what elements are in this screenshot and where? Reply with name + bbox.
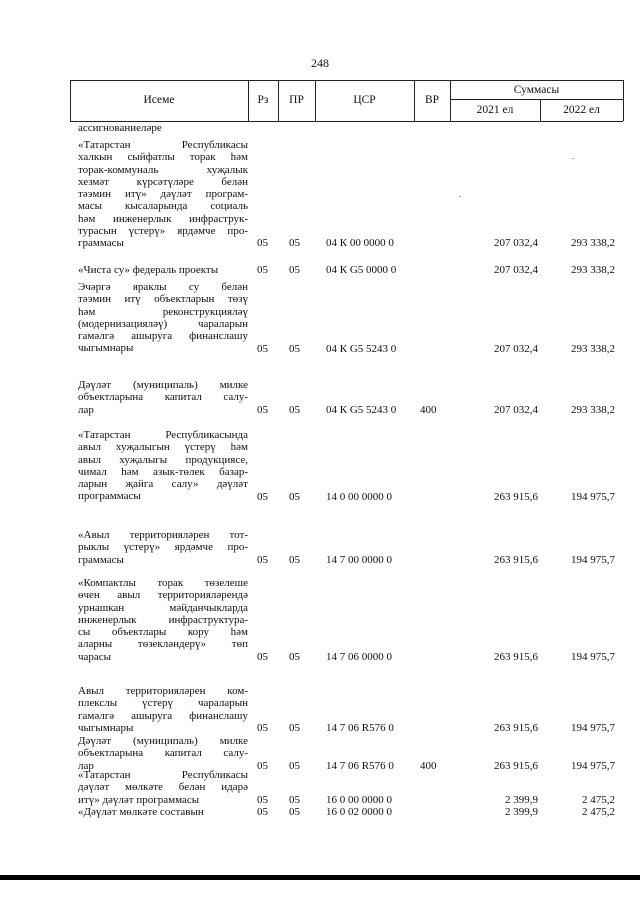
row-name <box>78 806 248 818</box>
row-pr: 05 <box>289 721 300 734</box>
row-csr: 04 К 00 0000 0 <box>326 237 394 250</box>
row-rz: 05 <box>257 342 268 355</box>
row-name <box>78 264 248 276</box>
row-sum-2021: 2 399,9 <box>505 793 538 806</box>
row-name <box>78 429 248 503</box>
row-sum-2022: 293 338,2 <box>571 403 615 416</box>
row-name-line: граммасы <box>78 237 124 250</box>
row-name <box>78 122 248 134</box>
row-name-line: «Татарстан Республикасы <box>78 769 248 781</box>
header-year-2021: 2021 ел <box>476 104 514 116</box>
row-sum-2021: 263 915,6 <box>494 553 538 566</box>
row-rz: 05 <box>257 264 268 276</box>
row-sum-2021: 207 032,4 <box>494 403 538 416</box>
row-sum-2022: 2 475,2 <box>582 793 615 806</box>
row-name-line: чыгымнары <box>78 342 134 355</box>
row-name-line: Авыл территорияләрен ком- <box>78 685 248 697</box>
row-name-line: гамәлгә ашыруга финанслашу <box>78 709 248 722</box>
row-name-line: аларны төзекләндерү» төп <box>78 638 248 651</box>
row-name-line: халкын сыйфатлы торак һәм <box>78 151 248 164</box>
page-number: 248 <box>311 56 329 70</box>
row-name <box>78 769 248 806</box>
row-name-line: объектларына капитал салу- <box>78 391 248 404</box>
row-csr: 14 7 06 0000 0 <box>326 650 392 663</box>
header-rz: Рз <box>257 94 269 106</box>
row-name-line: Эчәргә яраклы су белән <box>78 281 248 293</box>
row-sum-2021: 207 032,4 <box>494 237 538 250</box>
row-name-line: авыл хуҗалыгын үстерү һәм <box>78 441 248 454</box>
row-name-line: (модернизацияләү) чараларын <box>78 317 248 330</box>
row-sum-2021: 263 915,6 <box>494 490 538 503</box>
row-csr: 16 0 02 0000 0 <box>326 806 392 818</box>
row-sum-2022: 293 338,2 <box>571 237 615 250</box>
row-pr: 05 <box>289 490 300 503</box>
row-name-line: дәүләт мөлкәте белән идарә <box>78 781 248 794</box>
scan-edge-bar <box>0 875 640 880</box>
row-name <box>78 281 248 355</box>
row-name-line: Дәүләт (муниципаль) милке <box>78 735 248 747</box>
row-sum-2022: 194 975,7 <box>571 553 615 566</box>
sums-divider-rule <box>450 99 623 100</box>
row-rz: 05 <box>257 806 268 818</box>
row-name-line: чимал һәм азык-төлек базар- <box>78 465 248 478</box>
header-csr: ЦСР <box>353 94 376 106</box>
row-name-line: «Татарстан Республикасы <box>78 139 248 151</box>
row-name <box>78 577 248 663</box>
row-name <box>78 379 248 416</box>
row-vr: 400 <box>420 403 437 416</box>
row-name-line: гамәлгә ашыруга финанслашу <box>78 330 248 343</box>
header-name: Исеме <box>143 94 175 106</box>
row-pr: 05 <box>289 553 300 566</box>
row-name-line: «Компактлы торак төзелеше <box>78 577 248 589</box>
row-pr: 05 <box>289 264 300 276</box>
row-sum-2022: 194 975,7 <box>571 490 615 503</box>
row-name-line: өчен авыл территорияләрендә <box>78 589 248 602</box>
row-sum-2021: 263 915,6 <box>494 650 538 663</box>
row-pr: 05 <box>289 806 300 818</box>
row-name-line: чарасы <box>78 650 112 663</box>
row-csr: 04 К G5 5243 0 <box>326 342 397 355</box>
row-rz: 05 <box>257 650 268 663</box>
row-rz: 05 <box>257 759 268 772</box>
row-name-line: масы кысаларында социаль <box>78 200 248 213</box>
row-sum-2021: 263 915,6 <box>494 759 538 772</box>
header-pr: ПР <box>289 94 304 106</box>
row-name-line: Дәүләт (муниципаль) милке <box>78 379 248 391</box>
row-name-line: урнашкан мәйданчыкларда <box>78 601 248 614</box>
row-csr: 14 0 00 0000 0 <box>326 490 392 503</box>
row-name <box>78 735 248 772</box>
row-rz: 05 <box>257 237 268 250</box>
row-csr: 14 7 06 R576 0 <box>326 759 394 772</box>
row-csr: 04 К G5 5243 0 <box>326 403 397 416</box>
row-sum-2021: 263 915,6 <box>494 721 538 734</box>
row-sum-2022: 293 338,2 <box>571 342 615 355</box>
row-sum-2021: 2 399,9 <box>505 806 538 818</box>
row-name-line: лар <box>78 759 94 772</box>
row-name-line: плекслы үстерү чараларын <box>78 697 248 710</box>
row-csr: 04 К G5 0000 0 <box>326 264 397 276</box>
row-name-line: итү» дәүләт программасы <box>78 793 200 806</box>
row-pr: 05 <box>289 759 300 772</box>
row-name-line: рыклы үстерү» ярдәмче про- <box>78 541 248 554</box>
col-divider <box>623 80 624 121</box>
row-csr: 14 7 00 0000 0 <box>326 553 392 566</box>
row-pr: 05 <box>289 237 300 250</box>
row-name-line: программасы <box>78 490 141 503</box>
row-name-line: инженерлык инфраструктура- <box>78 613 248 626</box>
row-sum-2022: 194 975,7 <box>571 759 615 772</box>
row-pr: 05 <box>289 342 300 355</box>
row-name-line: граммасы <box>78 553 124 566</box>
row-pr: 05 <box>289 793 300 806</box>
row-name-line: «Авыл территорияләрен тот- <box>78 529 248 541</box>
row-name-line: ассигнованиеләре <box>78 122 162 134</box>
row-name-line: турасын үстерү» ярдәмче про- <box>78 225 248 238</box>
row-pr: 05 <box>289 650 300 663</box>
scan-speck <box>572 158 574 159</box>
row-sum-2022: 194 975,7 <box>571 721 615 734</box>
row-sum-2022: 293 338,2 <box>571 264 615 276</box>
row-rz: 05 <box>257 721 268 734</box>
header-sums: Суммасы <box>513 84 560 96</box>
row-name-line: «Татарстан Республикасында <box>78 429 248 441</box>
row-name <box>78 139 248 250</box>
row-sum-2022: 2 475,2 <box>582 806 615 818</box>
row-name-line: тәэмин итү» дәүләт програм- <box>78 188 248 201</box>
row-sum-2021: 207 032,4 <box>494 264 538 276</box>
row-name <box>78 685 248 734</box>
row-rz: 05 <box>257 553 268 566</box>
row-rz: 05 <box>257 793 268 806</box>
scan-speck <box>459 196 461 197</box>
row-rz: 05 <box>257 490 268 503</box>
row-name-line: лар <box>78 403 94 416</box>
row-name-line: тәэмин итү объектларын төзү <box>78 293 248 306</box>
row-name-line: объектларына капитал салу- <box>78 747 248 760</box>
row-name-line: чыгымнары <box>78 721 134 734</box>
row-csr: 16 0 00 0000 0 <box>326 793 392 806</box>
row-name-line: һәм инженерлык инфраструк- <box>78 212 248 225</box>
row-name-line: «Дәүләт мөлкәте составын <box>78 806 204 818</box>
row-name-line: «Чиста су» федераль проекты <box>78 264 219 276</box>
row-name-line: торак-коммуналь хуҗалык <box>78 163 248 176</box>
row-name-line: һәм реконструкцияләү <box>78 305 248 318</box>
row-name-line: авыл хуҗалыгы продукциясе, <box>78 453 248 466</box>
row-name-line: ларын җайга салу» дәүләт <box>78 478 248 491</box>
row-rz: 05 <box>257 403 268 416</box>
row-name-line: хезмәт күрсәтүләре белән <box>78 175 248 188</box>
row-csr: 14 7 06 R576 0 <box>326 721 394 734</box>
header-vr: ВР <box>424 94 440 106</box>
row-sum-2022: 194 975,7 <box>571 650 615 663</box>
row-sum-2021: 207 032,4 <box>494 342 538 355</box>
row-vr: 400 <box>420 759 437 772</box>
header-top-rule <box>70 80 623 81</box>
row-name-line: сы объектлары кору һәм <box>78 626 248 639</box>
header-year-2022: 2022 ел <box>563 104 600 116</box>
row-pr: 05 <box>289 403 300 416</box>
row-name <box>78 529 248 566</box>
